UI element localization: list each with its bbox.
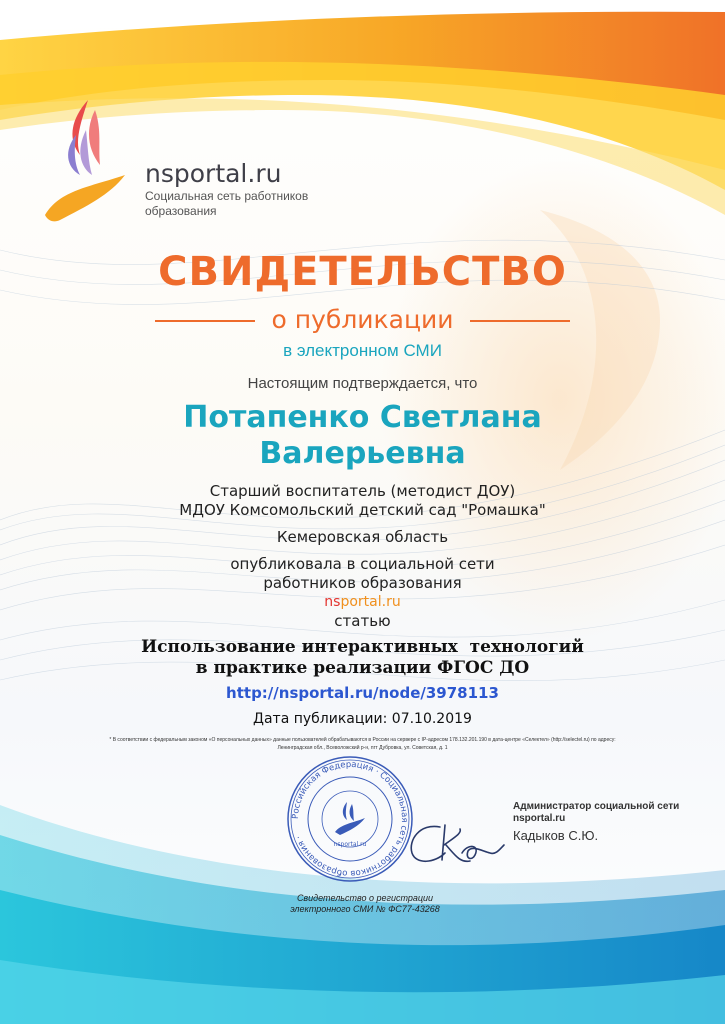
certificate-subtitle: о публикации xyxy=(271,305,454,334)
publication-date: Дата публикации: 07.10.2019 xyxy=(253,711,472,727)
fine-print: * В соответствии с федеральным законом «О персональных данных» данные пользователей обрабатываются в России на сервере с IP-адресом 178.132.201.190 в дата-центре «Селектел» (http://selectel.ru) по адресу: Ленинградская обл., Всеволожский р-н, пгт Дубровка, ул. Советская, д. 1 xyxy=(109,737,616,751)
brand-inline-ns: ns xyxy=(324,594,341,610)
brand-inline-rest: portal.ru xyxy=(340,594,401,610)
published-line2: работников образования xyxy=(263,574,462,592)
published-line1: опубликовала в социальной сети xyxy=(230,555,495,573)
recipient-position: Старший воспитатель (методист ДОУ) xyxy=(209,482,516,500)
recipient-name: Потапенко Светлана Валерьевна xyxy=(183,400,542,471)
brand-tagline-line2: образования xyxy=(145,204,217,218)
recipient-region: Кемеровская область xyxy=(276,528,449,546)
official-stamp xyxy=(285,754,415,884)
confirm-text: Настоящим подтверждается, что xyxy=(247,375,478,392)
article-url-link[interactable]: http://nsportal.ru/node/3978113 xyxy=(226,684,499,702)
registration-info xyxy=(270,893,460,915)
admin-title: Администратор социальной сети nsportal.ru xyxy=(513,801,680,824)
registration-line1: Свидетельство о регистрации xyxy=(296,893,434,903)
certificate-subtitle-media: в электронном СМИ xyxy=(283,341,442,360)
certificate-title: СВИДЕТЕЛЬСТВО xyxy=(158,249,567,295)
subtitle-rule-right xyxy=(470,320,570,322)
handwritten-signature xyxy=(400,815,510,875)
admin-name: Кадыков С.Ю. xyxy=(513,828,599,843)
registration-line2: электронного СМИ № ФС77-43268 xyxy=(290,904,440,914)
nsportal-logo-icon xyxy=(40,95,140,230)
recipient-organization: МДОУ Комсомольский детский сад "Ромашка" xyxy=(179,501,546,519)
article-title xyxy=(60,637,665,679)
subtitle-row xyxy=(0,303,725,337)
stamp-center-text: nsportal.ru xyxy=(333,841,367,848)
article-word: статью xyxy=(334,612,391,630)
article-title-line2: в практике реализации ФГОС ДО xyxy=(195,658,530,678)
brand-tagline-line1: Социальная сеть работников xyxy=(145,189,309,203)
brand-inline xyxy=(0,593,725,611)
stamp-outer-text: Российская Федерация · Социальная сеть работников образования · xyxy=(290,759,410,879)
article-title-line1: Использование интерактивных технологий xyxy=(141,637,584,657)
brand-tagline xyxy=(145,189,308,219)
brand-name: nsportal.ru xyxy=(145,159,282,188)
